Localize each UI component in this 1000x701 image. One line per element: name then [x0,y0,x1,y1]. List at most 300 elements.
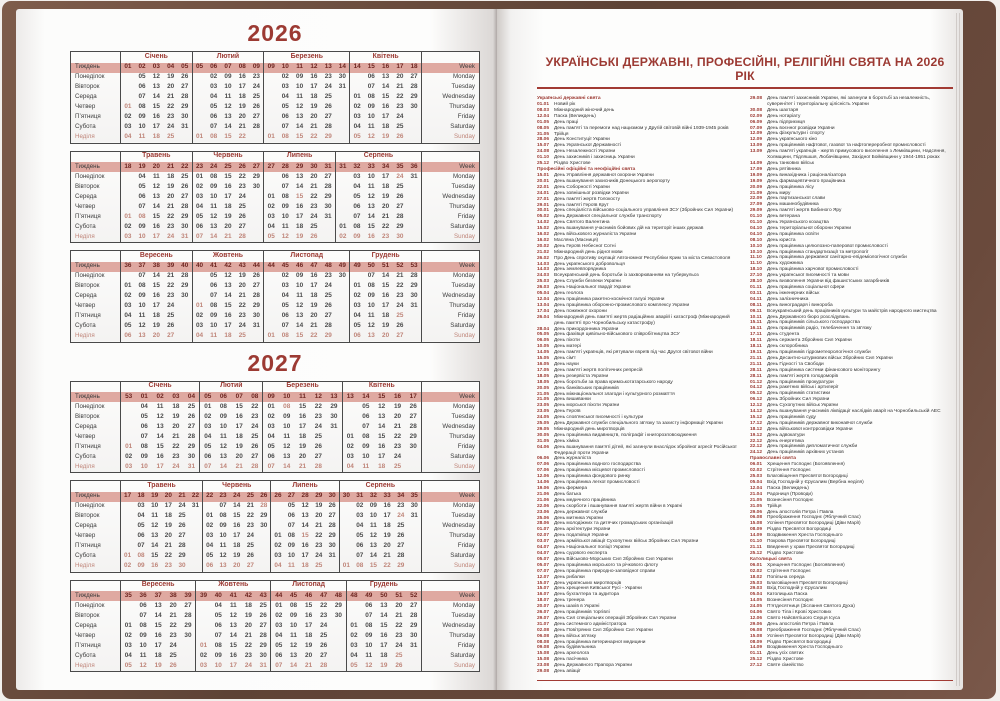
holiday-date: 04.07 [537,545,550,551]
week-number: 32 [350,162,364,172]
day-cell: 19 [382,133,390,141]
holiday-date: 17.12 [750,420,763,426]
holiday-name: День Героїв [554,409,581,415]
month-name: Лютий [192,52,264,63]
day-cell [203,502,217,512]
day-cell: 13 [296,312,304,320]
day-cell: 19 [164,522,172,530]
day-cell [339,542,353,552]
holiday-name: День шахів в Україні [554,604,600,610]
day-cell [350,83,364,93]
week-number: 43 [235,262,249,272]
holiday-name: День воєнної розвідки України [767,125,835,131]
holiday-name: День працівника легкої промисловості [554,480,640,486]
weekday-label-en: Wednesday [422,192,480,202]
day-cell: 27 [410,73,418,81]
day-cell: 20 [233,562,241,570]
day-cell: 23 [393,442,402,450]
day-cell: 23 [167,222,175,230]
day-cell [192,93,206,103]
weekday-label-ua: Неділя [71,232,121,243]
day-cell: 12 [224,272,232,280]
holiday-date: 04.10 [750,231,763,237]
day-cell: 01 [121,282,135,292]
day-cell: 29 [410,282,418,290]
holiday-name: Благовіщення Пресвятої Богородиці [767,474,848,480]
day-cell: 19 [310,103,318,111]
day-cell: 14 [224,292,232,300]
holiday-name: Масляна (Масниця) [554,237,599,243]
day-cell [257,552,271,562]
day-cell: 04 [271,631,286,641]
day-cell: 23 [238,312,246,320]
holiday-date: 20.02 [537,243,550,249]
year-title: 2027 [247,349,303,376]
day-cell: 11 [296,292,303,300]
day-cell: 07 [281,123,289,131]
day-cell: 11 [367,182,375,190]
holiday-name: День працівника освіти [767,231,819,237]
day-cell: 20 [305,651,313,659]
day-cell: 26 [397,532,405,540]
calendar-table [70,580,480,673]
holiday-date: 05.12 [750,391,763,397]
day-cell: 31 [252,322,260,330]
day-cell: 17 [305,621,313,629]
day-cell: 12 [152,182,160,190]
weekday-label-ua: Неділя [71,661,121,672]
holiday-name: День вишиванки [554,397,591,403]
holiday-date: 29.08 [750,96,763,101]
holiday-date: 12.06 [750,615,763,621]
holiday-name: День юриста [767,237,796,243]
week-number: 44 [249,262,263,272]
day-cell: 15 [152,103,160,111]
holiday-name: День медичного працівника [554,497,616,503]
holiday-name: День пам’яті українців, які рятували євреїв під час Другої світової війни [554,350,713,356]
day-cell: 14 [233,502,241,510]
day-cell: 23 [252,73,260,81]
holiday-name: День фахівця цивільно-військового співробітництва ЗСУ [554,332,680,338]
day-cell: 25 [246,542,254,550]
day-cell: 08 [210,172,218,180]
week-number: 28 [298,492,312,502]
holiday-name: День пам’яті захисників України, які загинули в боротьбі за незалежність, суверенітет і територіальну цілісність України [767,96,931,107]
day-cell: 25 [252,93,260,101]
day-cell: 09 [138,222,146,230]
day-cell: 20 [298,452,307,460]
holiday-date: 14.09 [750,160,763,166]
day-cell: 15 [233,512,241,520]
week-number: 24 [206,162,220,172]
week-number: 26 [271,492,285,502]
day-cell [264,272,278,282]
day-cell [249,222,263,232]
day-cell: 29 [259,641,267,649]
day-cell: 01 [121,442,137,452]
holiday-name: Стрітення Господнє [767,568,811,574]
day-cell: 16 [378,442,386,450]
day-cell [249,212,263,222]
day-cell: 26 [252,272,260,280]
holiday-date: 28.10 [750,279,763,285]
day-cell: 14 [380,611,388,619]
day-cell [407,312,421,322]
holiday-name: День пам’яті жертв політичних репресій [554,367,643,373]
day-cell: 27 [324,172,332,180]
weekday-label-ua: Понеділок [71,73,121,83]
day-cell: 27 [181,192,189,200]
holiday-name: День міжнаціональної злагоди і культурного розмаїття [554,391,675,397]
holiday-date: 20.05 [537,385,550,391]
weekday-label-en: Sunday [422,332,480,343]
holiday-date: 08.05 [537,125,550,131]
month-name: Липень [271,481,339,492]
holiday-date: 14.06 [537,480,550,486]
month-name: Жовтень [196,580,271,591]
holiday-date: 29.07 [537,615,550,621]
day-cell: 20 [396,73,404,81]
holiday-name: День пожежної охорони [554,308,607,314]
day-cell: 19 [315,502,323,510]
day-cell: 01 [350,93,364,103]
holiday-name: Попільна середа [767,574,805,580]
day-cell: 21 [310,322,318,330]
holiday-name: День землевпорядника [554,267,606,273]
week-number: 09 [263,392,279,402]
week-number: 35 [408,492,422,502]
day-cell: 31 [181,123,189,131]
day-cell: 17 [164,502,172,510]
week-number: 25 [244,492,258,502]
month-name: Жовтень [192,251,264,262]
holiday-name: День апостолів Петра і Павла [767,621,834,627]
holiday-name: Стрітення Господнє [767,468,811,474]
day-cell: 10 [138,302,146,310]
day-cell: 10 [210,322,218,330]
day-cell: 03 [281,83,289,91]
day-cell: 28 [259,631,267,639]
day-cell: 10 [367,172,375,180]
day-cell: 04 [121,133,135,144]
day-cell: 12 [138,322,146,330]
week-number: 34 [394,492,408,502]
day-cell: 02 [281,73,289,81]
day-cell: 06 [353,202,361,210]
day-cell: 11 [283,432,291,440]
section-header: Католицькі свята [750,556,792,562]
holiday-date: 06.01 [750,462,763,468]
day-cell [407,322,421,332]
day-cell: 25 [251,432,259,440]
day-cell: 21 [383,552,391,560]
day-cell: 06 [362,412,370,420]
holiday-item [750,663,952,669]
week-number: 27 [249,162,263,172]
day-cell: 14 [382,83,390,91]
day-cell [335,113,349,123]
day-cell [264,312,278,322]
day-cell [178,312,192,322]
day-cell: 16 [152,222,160,230]
week-number: 31 [335,162,349,172]
day-cell: 07 [367,83,375,91]
day-cell [192,113,206,123]
day-cell [192,123,206,133]
holiday-name: День нотаріату [767,113,801,119]
day-cell [335,212,349,222]
day-cell: 20 [310,312,318,320]
weekday-label-en: Friday [422,113,480,123]
day-cell [407,192,421,202]
day-cell: 15 [229,641,237,649]
day-cell: 10 [296,83,304,91]
holiday-date: 06.08 [750,515,763,521]
weekday-label-en: Tuesday [422,412,480,422]
day-cell: 11 [365,651,373,659]
day-cell: 30 [181,222,189,230]
day-cell: 20 [382,332,390,340]
holiday-date: 12.09 [750,137,763,143]
holiday-name: Всеукраїнський день боротьби із захворюванням на туберкульоз [554,273,699,279]
day-cell: 06 [271,651,286,661]
holiday-item [750,96,952,108]
day-cell: 28 [397,552,405,560]
day-cell: 01 [335,222,349,232]
day-cell: 26 [246,552,254,560]
day-cell [326,452,342,462]
day-cell: 18 [378,462,386,470]
weekday-label-en: Saturday [422,123,480,133]
weekday-label-ua: Четвер [71,202,121,212]
week-number: 41 [226,591,241,601]
day-cell: 06 [139,601,147,609]
day-cell: 28 [410,272,418,280]
week-number: 21 [175,492,189,502]
holiday-name: День сім’ї [554,356,576,362]
day-cell: 15 [301,532,309,540]
day-cell: 22 [238,172,246,180]
day-cell: 12 [224,103,232,111]
day-cell: 27 [252,282,260,290]
day-cell: 06 [214,621,222,629]
week-number: 16 [390,392,406,402]
holiday-name: Трійця [554,131,569,137]
month-name: Серпень [335,151,421,162]
holiday-name: День піхоти [554,338,580,344]
day-cell: 19 [393,402,402,410]
holiday-name: День хрещення Київської Русі - України [554,586,642,592]
day-cell: 09 [210,182,218,190]
holiday-date: 22.01 [537,184,550,190]
holiday-name: День матері [554,344,581,350]
day-cell: 22 [310,332,318,340]
day-cell: 22 [396,282,404,290]
day-cell: 05 [264,232,278,243]
day-cell: 16 [305,611,313,619]
holiday-col-1 [537,96,739,675]
day-cell: 03 [192,192,206,202]
week-number: 43 [256,591,271,601]
day-cell: 04 [203,542,217,552]
holiday-date: 13.09 [750,143,763,149]
day-cell: 03 [281,282,289,290]
day-cell: 09 [353,232,361,240]
day-cell: 05 [210,272,218,280]
day-cell: 08 [214,641,222,649]
day-cell [249,232,263,243]
holiday-name: П’ятдесятниця (Зіслання Святого Духа) [767,604,855,610]
day-cell: 15 [382,282,390,290]
holiday-date: 08.11 [750,302,762,308]
day-cell: 12 [367,192,375,200]
day-cell: 30 [324,202,332,210]
day-cell [192,103,206,113]
day-cell: 12 [378,402,386,410]
holiday-date: 21.11 [750,544,762,550]
week-number: 02 [135,63,149,73]
day-cell: 20 [224,222,232,230]
weekday-label-ua: Понеділок [71,402,121,412]
holiday-date: 18.07 [537,598,550,604]
holiday-name: День системного адміністратора [554,621,627,627]
day-cell: 16 [151,562,159,570]
day-cell: 28 [187,432,196,440]
day-cell: 14 [382,272,390,280]
day-cell [264,302,278,312]
day-cell: 05 [346,661,361,672]
day-cell: 11 [367,123,375,131]
holiday-name: Свято Тіла і Крові Христових [767,610,832,616]
day-cell: 09 [362,442,370,450]
day-cell: 17 [382,302,390,310]
day-cell [264,322,278,332]
holiday-date: 12.09 [750,131,763,137]
day-cell: 02 [346,631,361,641]
day-cell: 21 [167,272,175,280]
day-cell [339,532,353,542]
day-cell: 27 [410,601,418,609]
day-cell: 24 [172,462,180,470]
day-cell: 14 [154,611,162,619]
day-cell: 25 [324,292,332,300]
day-cell: 25 [259,601,267,609]
week-number: 14 [350,63,364,73]
day-cell: 30 [410,631,418,639]
day-cell: 31 [338,83,346,91]
day-cell: 10 [289,621,298,629]
day-cell: 22 [238,133,246,141]
day-cell: 02 [121,113,135,123]
day-cell [335,332,349,343]
day-cell: 27 [187,422,196,430]
day-cell: 17 [310,282,318,290]
holiday-date: 29.06 [750,509,763,515]
month-name: Квітень [342,381,421,392]
day-cell: 23 [167,292,175,300]
week-number: 30 [326,492,340,502]
day-cell [335,133,349,144]
holiday-name: Трійця [767,503,782,509]
day-cell: 11 [296,93,303,101]
day-cell [257,532,271,542]
month-name: Грудень [346,580,421,591]
holiday-date: 07.09 [750,125,763,131]
day-cell: 25 [393,462,402,470]
holiday-date: 05.07 [537,556,550,562]
week-number: 44 [264,262,278,272]
week-number: 29 [292,162,306,172]
week-row-label-ua: Тиждень [71,63,121,73]
day-cell: 28 [184,611,192,619]
week-number: 05 [200,392,216,402]
holiday-name: День українського кіно [767,137,818,143]
day-cell: 30 [330,412,338,420]
day-cell: 19 [238,103,246,111]
holiday-date: 25.12 [750,550,763,556]
day-cell [271,502,285,512]
day-cell: 18 [152,312,160,320]
holiday-name: День українського добровольця [554,261,625,267]
holiday-date: 12.04 [750,485,763,491]
day-cell: 21 [395,611,403,619]
weekday-label-ua: Четвер [71,103,121,113]
day-cell: 19 [244,611,252,619]
holiday-date: 23.08 [537,663,550,669]
weekday-label-en: Thursday [422,631,480,641]
week-number: 51 [378,262,392,272]
holiday-name: День працівника соціальної сфери [767,285,845,290]
day-cell: 26 [396,133,404,141]
weekday-label-ua: Субота [71,222,121,232]
day-cell: 24 [397,512,405,520]
day-cell: 05 [121,322,135,332]
holiday-name: День батька [554,491,582,497]
day-cell: 03 [356,512,364,520]
day-cell: 22 [167,282,175,290]
day-cell: 18 [382,182,390,190]
holiday-name: День ракетних військ і артилерії [767,385,839,391]
day-cell [249,133,263,144]
week-number: 49 [350,262,364,272]
day-cell: 25 [320,631,328,639]
day-cell: 21 [172,432,180,440]
day-cell [121,601,136,611]
holiday-name: День пам’яті Героїв Крут [554,202,609,208]
holiday-date: 03.07 [537,539,550,545]
day-cell: 28 [328,522,336,530]
day-cell [335,123,349,133]
day-cell: 16 [152,113,160,121]
weekday-label-ua: Вівторок [71,512,121,522]
day-cell: 25 [310,222,318,230]
day-cell: 02 [264,202,278,212]
day-cell [407,202,421,212]
day-cell: 04 [121,651,136,661]
week-row-label-en: Week [422,392,480,402]
week-number: 19 [148,492,162,502]
holiday-name: День бухгалтера та аудитора [554,592,620,598]
holiday-name: День пам’яті жертв Бабиного Яру [767,208,842,214]
day-cell: 08 [281,133,289,141]
day-cell: 16 [298,412,307,420]
weekday-label-ua: Вівторок [71,182,121,192]
holiday-name: День працівників прокуратури [767,379,834,385]
week-number: 05 [192,63,206,73]
day-cell [339,512,353,522]
holiday-date: 15.01 [537,172,550,178]
day-cell: 24 [238,322,246,330]
